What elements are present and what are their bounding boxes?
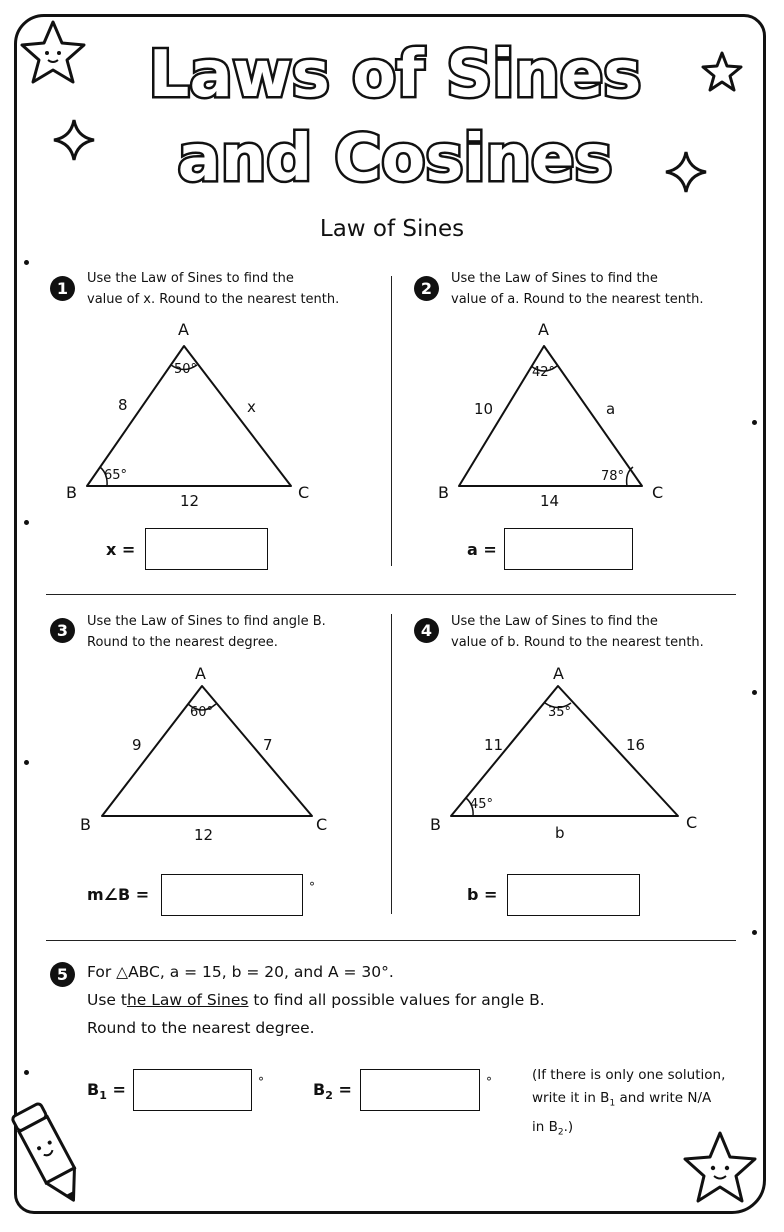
vertical-divider — [391, 614, 392, 914]
problem-number-badge: 1 — [50, 276, 75, 301]
side-label: 10 — [474, 400, 494, 418]
vertex-label: C — [686, 813, 698, 832]
angle-label: 35° — [548, 705, 572, 720]
side-label: 11 — [484, 736, 504, 754]
instruction-line: Use the Law of Sines to find the — [87, 271, 294, 286]
vertex-label: C — [298, 483, 310, 502]
problem-instruction — [87, 611, 326, 653]
sparkle-icon — [52, 118, 96, 162]
problem-5-line: Round to the nearest degree. — [87, 1019, 315, 1037]
border-dot — [24, 520, 29, 525]
angle-label: 78° — [601, 469, 625, 484]
answer-box-a[interactable] — [504, 528, 633, 570]
text-segment: to find all possible values for angle B. — [248, 991, 545, 1009]
horizontal-divider — [46, 940, 736, 941]
problem-5-text — [87, 958, 545, 1042]
answer-box-b1[interactable] — [133, 1069, 252, 1111]
answer-label: b = — [467, 885, 498, 904]
answer-label: x = — [106, 540, 136, 559]
border-dot — [752, 930, 757, 935]
triangle-diagram — [424, 660, 704, 860]
title-line-1: Laws of Sines — [148, 38, 642, 112]
equals-sign: = — [338, 1080, 352, 1099]
text-segment: write it in B — [532, 1090, 610, 1106]
vertex-label: B — [80, 815, 91, 834]
problem-number-badge: 4 — [414, 618, 439, 643]
answer-box-x[interactable] — [145, 528, 268, 570]
note-line: (If there is only one solution, — [532, 1067, 726, 1083]
vertical-divider — [391, 276, 392, 566]
section-title: Law of Sines — [319, 216, 465, 242]
problem-number-badge: 5 — [50, 962, 75, 987]
answer-box-b[interactable] — [507, 874, 640, 916]
triangle-diagram — [60, 316, 320, 516]
answer-label: m∠B = — [87, 885, 150, 904]
border-dot — [752, 420, 757, 425]
text-segment: Use t — [87, 991, 127, 1009]
degree-symbol: ° — [486, 1075, 492, 1089]
instruction-line: Use the Law of Sines to find the — [451, 614, 658, 629]
text-segment: in B — [532, 1118, 558, 1135]
triangle-diagram — [424, 318, 684, 518]
problem-instruction — [87, 268, 339, 310]
instruction-line: value of a. Round to the nearest tenth. — [451, 292, 704, 307]
note-line — [532, 1087, 725, 1116]
side-label: a — [606, 400, 616, 418]
star-icon — [18, 18, 88, 88]
side-label: 7 — [263, 736, 273, 754]
sparkle-icon — [664, 150, 708, 194]
instruction-line: value of b. Round to the nearest tenth. — [451, 635, 704, 650]
equals-sign: = — [112, 1080, 126, 1099]
label-subscript: 1 — [99, 1089, 107, 1103]
problem-instruction — [451, 611, 704, 653]
border-dot — [752, 690, 757, 695]
subscript: 2 — [557, 1127, 564, 1138]
angle-label: 60° — [190, 705, 214, 720]
degree-symbol: ° — [309, 880, 315, 894]
answer-label-b1 — [87, 1080, 126, 1102]
angle-label: 50° — [174, 362, 198, 377]
side-label: 12 — [194, 826, 214, 844]
problem-instruction — [451, 268, 704, 310]
pencil-icon — [10, 1100, 90, 1212]
angle-label: 42° — [532, 365, 556, 380]
side-label: b — [555, 824, 565, 842]
border-dot — [24, 1070, 29, 1075]
note-line — [532, 1116, 725, 1145]
vertex-label: B — [66, 483, 77, 502]
instruction-line: Use the Law of Sines to find the — [451, 271, 658, 286]
instruction-line: Round to the nearest degree. — [87, 635, 278, 650]
degree-symbol: ° — [258, 1075, 264, 1089]
answer-label: a = — [467, 540, 497, 559]
side-label: x — [247, 398, 256, 416]
vertex-label: A — [553, 664, 564, 683]
side-label: 12 — [180, 492, 200, 510]
vertex-label: A — [178, 320, 189, 339]
text-segment: .) — [563, 1118, 574, 1135]
problem-5-line: For △ABC, a = 15, b = 20, and A = 30°. — [87, 963, 394, 981]
side-label: 9 — [132, 736, 142, 754]
answer-box-angle-b[interactable] — [161, 874, 303, 916]
label-letter: B — [313, 1080, 326, 1099]
answer-label-b2 — [313, 1080, 352, 1102]
vertex-label: A — [195, 664, 206, 683]
solution-note — [532, 1064, 725, 1144]
vertex-label: B — [430, 815, 441, 834]
triangle-diagram — [76, 660, 346, 860]
problem-number-badge: 3 — [50, 618, 75, 643]
problem-5-line — [87, 986, 545, 1014]
side-label: 8 — [118, 396, 128, 414]
horizontal-divider — [46, 594, 736, 595]
instruction-line: Use the Law of Sines to find angle B. — [87, 614, 326, 629]
side-label: 14 — [540, 492, 560, 510]
border-dot — [24, 760, 29, 765]
title-line-2: and Cosines — [177, 122, 613, 196]
subscript: 1 — [609, 1098, 616, 1109]
side-label: 16 — [626, 736, 646, 754]
instruction-line: value of x. Round to the nearest tenth. — [87, 292, 340, 307]
page-title — [95, 18, 695, 198]
underlined-text: he Law of Sines — [126, 991, 249, 1009]
angle-label: 65° — [104, 468, 128, 483]
problem-number-badge: 2 — [414, 276, 439, 301]
vertex-label: C — [652, 483, 664, 502]
star-icon — [700, 50, 744, 94]
vertex-label: B — [438, 483, 449, 502]
border-dot — [24, 260, 29, 265]
label-letter: B — [87, 1080, 100, 1099]
text-segment: and write N/A — [615, 1090, 712, 1106]
label-subscript: 2 — [325, 1089, 333, 1103]
angle-label: 45° — [470, 797, 494, 812]
vertex-label: A — [538, 320, 549, 339]
vertex-label: C — [316, 815, 328, 834]
answer-box-b2[interactable] — [360, 1069, 480, 1111]
